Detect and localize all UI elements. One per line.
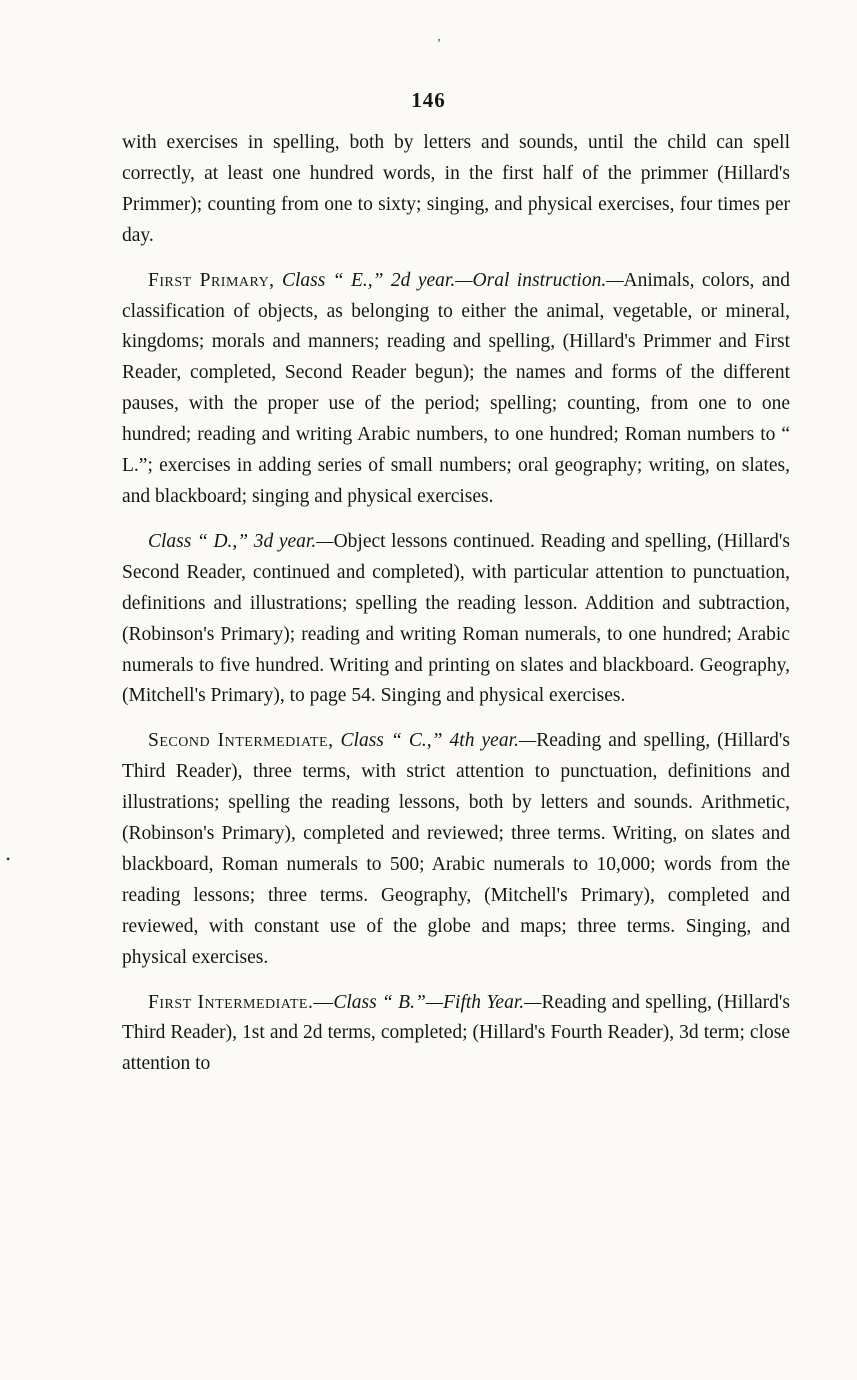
page-number: 146: [411, 88, 446, 112]
paragraph-text: Object lessons continued. Reading and spelling, (Hillard's Second Reader, continued and completed), with particular attention to punctuation, definitions and illustrations; spelling the reading lesson. Addition and subtraction, (Robinson's Primary); reading and writing Roman numerals, to one hundred; Arabic numerals to five hundred. Writing and printing on slates and blackboard. Geography, (Mitchell's Primary), to page 54. Singing and physical exercises.: [122, 530, 790, 707]
paragraph-first-intermediate: [122, 988, 790, 1081]
paragraph-text: with exercises in spelling, both by letters and sounds, until the child can spell correctly, at least one hundred words, in the first half of the primmer (Hillard's Primmer); counting from one to sixty; singing, and physical exercises, four times per day.: [122, 132, 790, 246]
paragraph-class-d: [122, 527, 790, 712]
section-heading: First Intermediate.—: [148, 991, 334, 1013]
paragraph-first-primary: [122, 266, 790, 513]
paragraph-text: Reading and spelling, (Hillard's Third Reader), 1st and 2d terms, completed; (Hillard's Fourth Reader), 3d term; close attention to: [122, 991, 791, 1075]
scan-speck-margin: •: [6, 852, 11, 866]
class-label: Class “ E.,” 2d year.—Oral instruction.—: [281, 269, 624, 291]
class-label: Class “ B.”—Fifth Year.—: [333, 991, 542, 1013]
paragraph-text: Reading and spelling, (Hillard's Third Reader), three terms, with strict attention to punctuation, definitions and illustrations; spelling the reading lessons, both by letters and sounds. Arithmetic, (Robinson's Primary), completed and reviewed; three terms. Writing, on slates and blackboard, Roman numerals to 500; Arabic numerals to 10,000; words from the reading lessons; three terms. Geography, (Mitchell's Primary), completed and reviewed, with constant use of the globe and maps; three terms. Singing, and physical exercises.: [122, 730, 790, 968]
paragraph-continuation: [122, 128, 790, 252]
scan-speck: ʼ: [437, 36, 441, 50]
section-heading: Second Intermediate,: [148, 730, 334, 752]
paragraph-text: Animals, colors, and classification of objects, as belonging to either the animal, vegetable, or mineral, kingdoms; morals and manners; reading and spelling, (Hillard's Primmer and First Reader, completed, Second Reader begun); the names and forms of the different pauses, with the proper use of the period; spelling; counting, from one to one hundred; reading and writing Arabic numbers, to one hundred; Roman numbers to “ L.”; exercises in adding series of small numbers; oral geography; writing, on slates, and blackboard; singing and physical exercises.: [122, 269, 791, 507]
class-label: Class “ D.,” 3d year.—: [148, 530, 334, 552]
body-text: [122, 128, 790, 1094]
section-heading: First Primary,: [148, 269, 275, 291]
class-label: Class “ C.,” 4th year.—: [340, 730, 537, 752]
paragraph-second-intermediate: [122, 726, 790, 973]
